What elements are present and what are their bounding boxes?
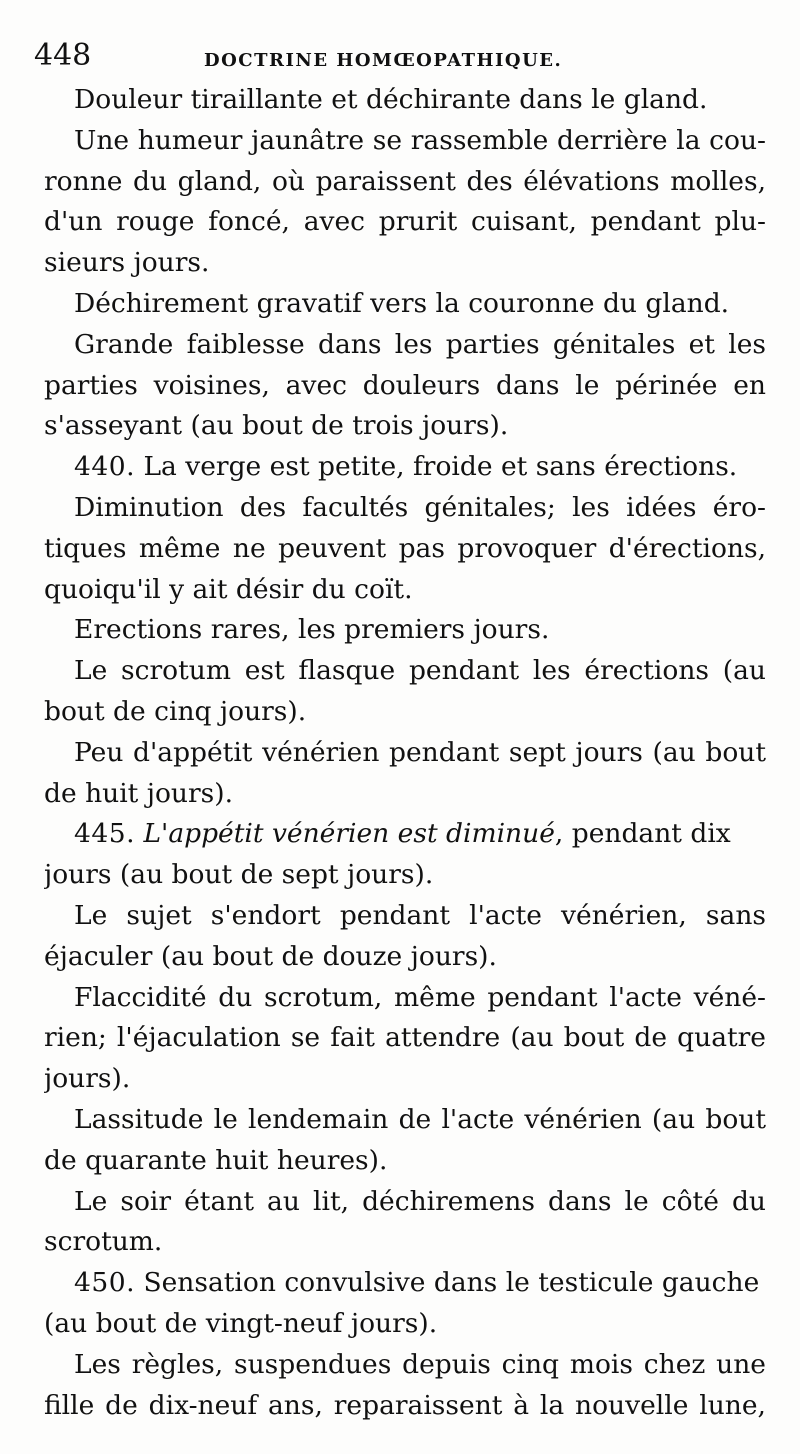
page-header — [34, 38, 774, 78]
text-line: parties voisines, avec douleurs dans le périnée en — [44, 369, 766, 401]
text-line: de quarante huit heures). — [44, 1144, 388, 1176]
text-line: jours). — [44, 1063, 131, 1095]
text-line: ronne du gland, où paraissent des élévations molles, — [44, 165, 766, 197]
page-number: 448 — [34, 38, 92, 73]
paragraph-number: 445. — [74, 818, 136, 850]
text-line: scrotum. — [44, 1226, 163, 1258]
text-line: Peu d'appétit vénérien pendant sept jours (au bout — [74, 736, 766, 768]
text-line: fille de dix-neuf ans, reparaissent à la nouvelle lune, — [44, 1389, 766, 1421]
paragraph-number: 440. — [74, 451, 136, 483]
text-line: jours (au bout de sept jours). — [44, 859, 434, 891]
text-line: d'un rouge foncé, avec prurit cuisant, pendant plu- — [44, 206, 766, 238]
text-line: Le scrotum est flasque pendant les érections (au — [74, 655, 766, 687]
text-line: quoiqu'il y ait désir du coït. — [44, 573, 413, 605]
text-line: Une humeur jaunâtre se rassemble derrière la cou- — [74, 124, 766, 156]
text-line: sieurs jours. — [44, 247, 210, 279]
text-line: Les règles, suspendues depuis cinq mois chez une — [74, 1348, 766, 1380]
text-line: Erections rares, les premiers jours. — [74, 614, 550, 646]
text-line: 440. La verge est petite, froide et sans érections. — [74, 451, 738, 483]
text-line: Le sujet s'endort pendant l'acte vénérien, sans — [74, 899, 766, 931]
text-line: s'asseyant (au bout de trois jours). — [44, 410, 509, 442]
text-line: 445. L'appétit vénérien est diminué, pendant dix — [74, 818, 731, 850]
text-line: Lassitude le lendemain de l'acte vénérien (au bout — [74, 1103, 766, 1135]
text-line: éjaculer (au bout de douze jours). — [44, 940, 497, 972]
body-text — [44, 80, 766, 1426]
paragraph-number: 450. — [74, 1267, 136, 1299]
italic-phrase: L'appétit vénérien est diminué — [143, 818, 555, 850]
text-line: de huit jours). — [44, 777, 234, 809]
running-head: DOCTRINE HOMŒOPATHIQUE. — [204, 50, 563, 71]
text-line: tiques même ne peuvent pas provoquer d'érections, — [44, 532, 766, 564]
text-line: (au bout de vingt-neuf jours). — [44, 1307, 438, 1339]
text-line: Le soir étant au lit, déchiremens dans le côté du — [74, 1185, 766, 1217]
text-line: 450. Sensation convulsive dans le testicule gauche — [74, 1267, 760, 1299]
text-line: Flaccidité du scrotum, même pendant l'acte véné- — [74, 981, 766, 1013]
text-line: bout de cinq jours). — [44, 695, 307, 727]
text-line: Déchirement gravatif vers la couronne du gland. — [74, 287, 730, 319]
text-line: Douleur tiraillante et déchirante dans le gland. — [74, 84, 708, 115]
text-line: Grande faiblesse dans les parties génitales et les — [74, 328, 766, 360]
text-line: Diminution des facultés génitales; les idées éro- — [74, 491, 766, 523]
text-line: rien; l'éjaculation se fait attendre (au bout de quatre — [44, 1022, 766, 1054]
